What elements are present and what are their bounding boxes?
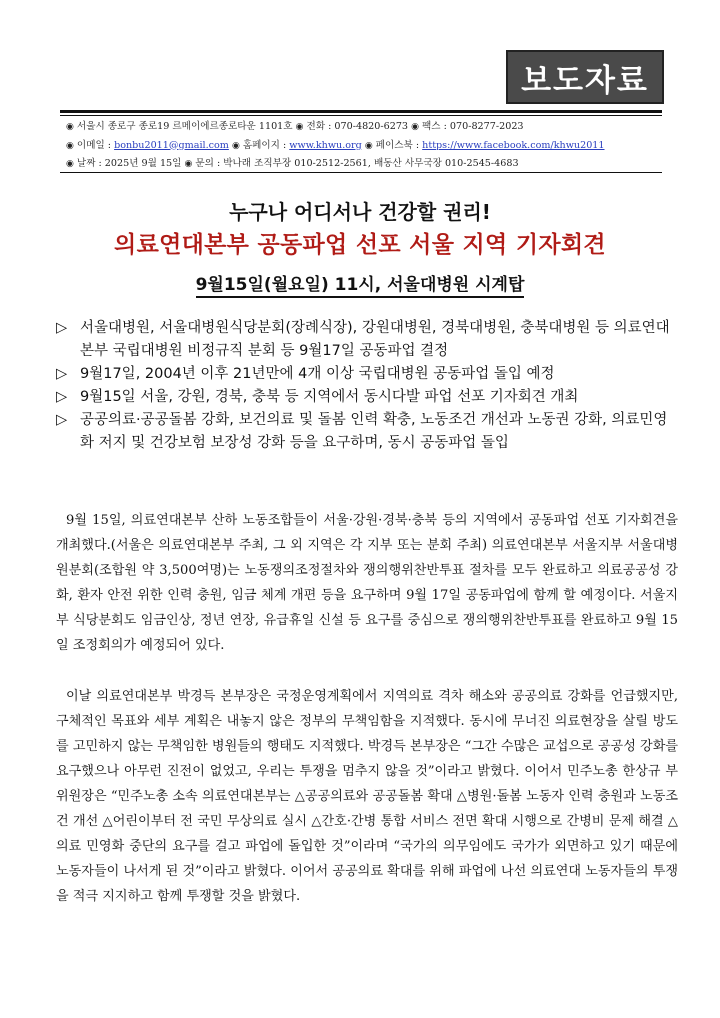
triangle-bullet-icon: ▷ (56, 320, 68, 336)
contact-row-address (66, 118, 666, 137)
homepage-label: 홈페이지 : (242, 139, 290, 151)
homepage-link[interactable]: www.khwu.org (289, 139, 362, 151)
address-text: 서울시 종로구 종로19 르메이에르종로타운 1101호 (76, 121, 293, 132)
header-rule-thin (60, 115, 662, 116)
bullet-circle-icon: ◉ (66, 122, 74, 132)
summary-bullet (56, 317, 676, 363)
email-link[interactable]: bonbu2011@gmail.com (114, 139, 229, 151)
facebook-link[interactable]: https://www.facebook.com/khwu2011 (422, 139, 605, 151)
date-text: 날짜 : 2025년 9월 15일 (76, 158, 182, 169)
bullet-circle-icon: ◉ (295, 122, 304, 132)
inquiry-text: 문의 : 박나래 조직부장 010-2512-2561, 배동산 사무국장 010-2545-4683 (195, 158, 519, 169)
contact-row-online (66, 137, 666, 156)
fax-text: 팩스 : 070-8277-2023 (422, 121, 524, 132)
contact-block (66, 118, 666, 174)
headline: 의료연대본부 공동파업 선포 서울 지역 기자회견 (114, 232, 606, 258)
summary-bullet (56, 409, 676, 455)
bullet-circle-icon: ◉ (411, 122, 419, 132)
summary-bullet-text: 공공의료·공공돌봄 강화, 보건의료 및 돌봄 인력 확충, 노동조건 개선과 노동권 강화, 의료민영화 저지 및 건강보험 보장성 강화 등을 요구하며, 동시 공동파업 돌입 (80, 412, 668, 451)
article-body (56, 508, 678, 909)
press-release-badge: 보도자료 (506, 50, 664, 104)
bullet-circle-icon: ◉ (66, 140, 74, 151)
event-dateline (0, 270, 720, 295)
summary-bullet-text: 9월15일 서울, 강원, 경북, 충북 등 지역에서 동시다발 파업 선포 기자회견 개최 (80, 389, 579, 405)
contact-row-date (66, 155, 666, 174)
bullet-circle-icon: ◉ (184, 159, 193, 169)
summary-bullet-text: 9월17일, 2004년 이후 21년만에 4개 이상 국립대병원 공동파업 돌입 예정 (80, 366, 555, 382)
summary-bullets (56, 317, 676, 455)
summary-bullet (56, 386, 676, 409)
facebook-label: 페이스북 : (375, 139, 423, 151)
subheadline: 누구나 어디서나 건강할 권리! (229, 200, 491, 224)
phone-text: 전화 : 070-4820-6273 (306, 121, 409, 132)
event-dateline-text: 9월15일(월요일) 11시, 서울대병원 시계탑 (196, 275, 525, 298)
triangle-bullet-icon: ▷ (56, 366, 68, 382)
header-rule-thick (60, 110, 662, 113)
summary-bullet-text: 서울대병원, 서울대병원식당분회(장례식장), 강원대병원, 경북대병원, 충북대병원 등 의료연대본부 국립대병원 비정규직 분회 등 9월17일 공동파업 결정 (80, 320, 670, 359)
bullet-circle-icon: ◉ (364, 140, 373, 151)
bullet-circle-icon: ◉ (231, 140, 240, 151)
bullet-circle-icon: ◉ (66, 159, 74, 169)
header-rule-bottom (60, 172, 662, 173)
triangle-bullet-icon: ▷ (56, 412, 68, 428)
triangle-bullet-icon: ▷ (56, 389, 68, 405)
email-label: 이메일 : (76, 139, 115, 151)
body-paragraph: 이날 의료연대본부 박경득 본부장은 국정운영계획에서 지역의료 격차 해소와 공공의료 강화를 언급했지만, 구체적인 목표와 세부 계획은 내놓지 않은 정부의 무책임함을 지적했다. 동시에 무너진 의료현장을 살릴 방도를 고민하지 않는 무책임한 병원들의 행태도 지적했다. 박경득 본부장은 “그간 수많은 교섭으로 공공성 강화를 요구했으나 아무런 진전이 없었고, 우리는 투쟁을 멈추지 않을 것”이라고 밝혔다. 이어서 민주노총 한상규 부위원장은 “민주노총 소속 의료연대본부는 △공공의료와 공공돌봄 확대 △병원·돌봄 노동자 인력 충원과 노동조건 개선 △어린이부터 전 국민 무상의료 실시 △간호·간병 통합 서비스 전면 확대 시행으로 간병비 문제 해결 △의료 민영화 중단의 요구를 걸고 파업에 돌입한 것”이라며 “국가의 의무임에도 국가가 외면하고 있기 때문에 노동자들이 나서게 된 것”이라고 밝혔다. 이어서 공공의료 확대를 위해 파업에 나선 의료연대 노동자들의 투쟁을 적극 지지하고 함께 투쟁할 것을 밝혔다. (56, 688, 678, 905)
summary-bullet (56, 363, 676, 386)
body-paragraph: 9월 15일, 의료연대본부 산하 노동조합들이 서울·강원·경북·충북 등의 지역에서 공동파업 선포 기자회견을 개최했다.(서울은 의료연대본부 주최, 그 외 지역은 각 지부 또는 분회 주최) 의료연대본부 서울지부 서울대병원분회(조합원 약 3,500여명)는 노동쟁의조정절차와 쟁의행위찬반투표 절차를 모두 완료하고 의료공공성 강화, 환자 안전 위한 인력 충원, 임금 체계 개편 등을 요구하며 9월 17일 공동파업에 함께 할 예정이다. 서울지부 식당분회도 임금인상, 정년 연장, 유급휴일 신설 등 요구를 중심으로 쟁의행위찬반투표를 완료하고 9월 15일 조정회의가 예정되어 있다. (56, 513, 678, 654)
